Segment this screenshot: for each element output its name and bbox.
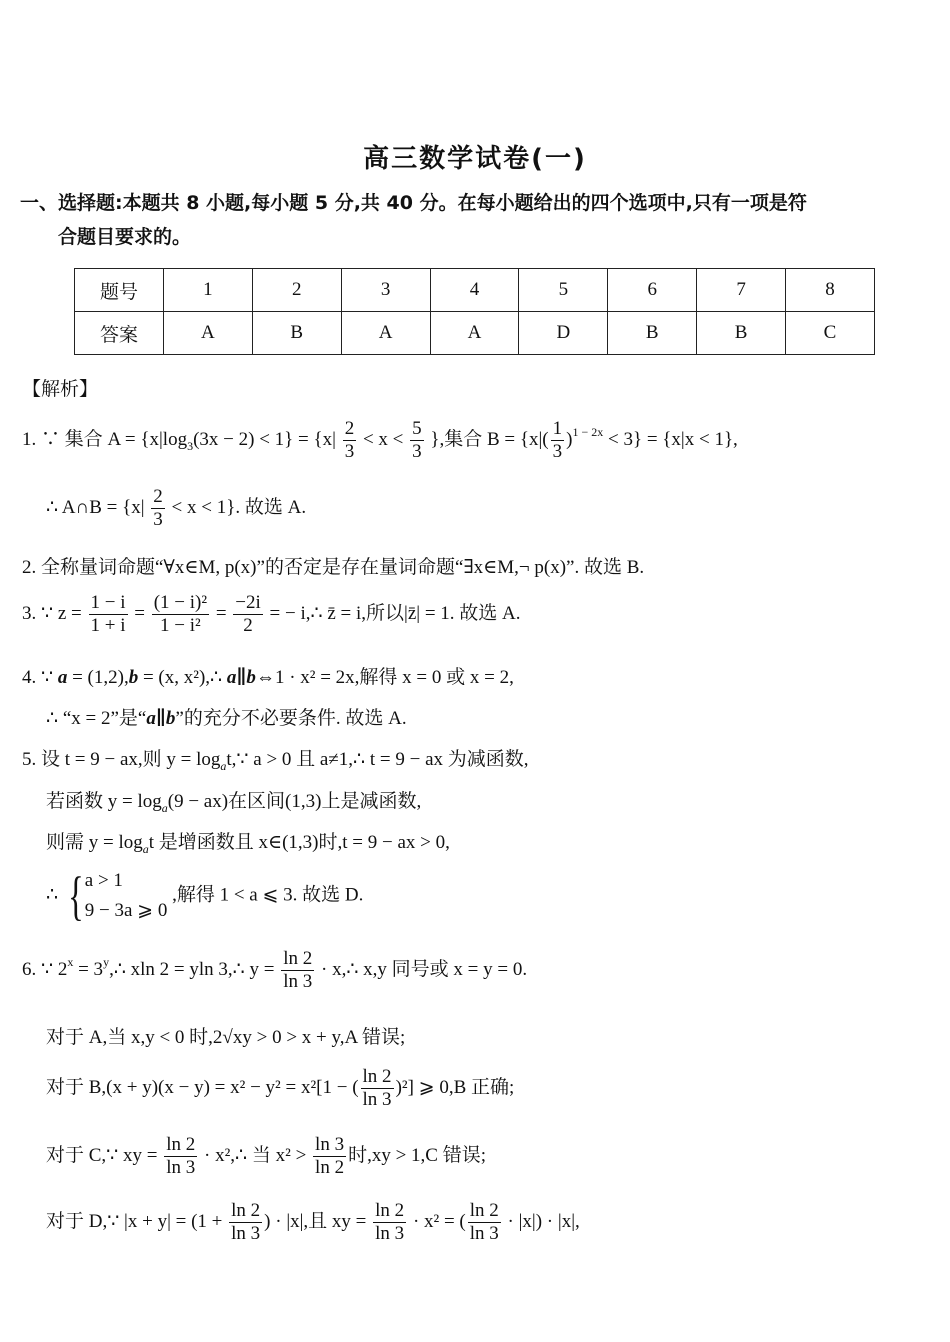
solution-1-line-2: ∴ A∩B = {x| $\frac{2}{3}$ < x < 1}. 故选 A. bbox=[46, 486, 307, 530]
table-cell: A bbox=[163, 312, 252, 355]
fraction: $\frac{\ln 2}{\ln 3}$ bbox=[469, 1200, 499, 1244]
inequality-system: a > 1 9 − 3a ⩾ 0 bbox=[84, 870, 168, 921]
analysis-heading: 【解析】 bbox=[22, 378, 99, 400]
fraction: $\frac{\ln 2}{\ln 3}$ bbox=[231, 1200, 261, 1244]
fraction: $\frac{\ln 2}{\ln 3}$ bbox=[166, 1134, 196, 1178]
table-cell: B bbox=[608, 312, 697, 355]
solution-5-line-3: 则需 $y = \log_at$ 是增函数且 x∈(1,3)时,t = 9 − ax > 0, bbox=[46, 832, 450, 856]
answer-table bbox=[74, 268, 875, 355]
section-line-1: 一、选择题:本题共 8 小题,每小题 5 分,共 40 分。在每小题给出的四个选项中,只有一项是符 bbox=[20, 192, 807, 214]
table-row-answers bbox=[75, 312, 875, 355]
section-line-2: 合题目要求的。 bbox=[58, 226, 192, 248]
table-row-numbers bbox=[75, 269, 875, 312]
solution-5-line-2: 若函数 $y = \log_a(9 - ax)$在区间(1,3)上是减函数, bbox=[46, 791, 422, 815]
solution-6-line-4: 对于 C,∵ xy = $\frac{\ln 2}{\ln 3}$ · x²,∴ 当 x² > $\frac{\ln 3}{\ln 2}$ 时,xy > 1,C 错误; bbox=[46, 1134, 486, 1178]
fraction: $\frac{2}{3}$ bbox=[153, 486, 163, 530]
fraction: $\frac{\ln 2}{\ln 3}$ bbox=[283, 948, 313, 992]
solution-2: 2. 全称量词命题“∀x∈M, p(x)”的否定是存在量词命题“∃x∈M,¬ p(x)”. 故选 B. bbox=[22, 557, 645, 578]
solution-1-line-1: 1. ∵ 集合 $A = \{x|\log_3(3x - 2) < 1\} = \{x|$ $\frac{2}{3}$ < x < $\frac{5}{3}$ },集合 B = {x|( $\frac{1}{3}$ )$^{1 - 2x}$ < 3} = {x|x < 1}, bbox=[22, 418, 738, 462]
fraction: $\frac{-2i}{2}$ bbox=[235, 592, 261, 636]
table-cell: 5 bbox=[519, 269, 608, 312]
left-brace: { bbox=[68, 866, 84, 926]
table-cell: A bbox=[341, 312, 430, 355]
table-cell: 8 bbox=[786, 269, 875, 312]
section-heading bbox=[20, 186, 930, 254]
fraction: $\frac{5}{3}$ bbox=[412, 418, 422, 462]
solution-6-line-3: 对于 B,(x + y)(x − y) = x² − y² = x²[1 − ( $\frac{\ln 2}{\ln 3}$ )²] ⩾ 0,B 正确; bbox=[46, 1066, 515, 1110]
solution-3: 3. ∵ z = $\frac{1 - i}{1 + i}$ = $\frac{\text{(1 − i)²}}{\text{1 − i²}}$ = $\frac{-2i}{2}$ = − i,∴ z̄ = i,所以|z̄| = 1. 故选 A. bbox=[22, 592, 521, 636]
table-cell: B bbox=[252, 312, 341, 355]
table-cell: 2 bbox=[252, 269, 341, 312]
table-cell: 4 bbox=[430, 269, 519, 312]
fraction: $\frac{2}{3}$ bbox=[344, 418, 355, 462]
table-cell: C bbox=[786, 312, 875, 355]
table-cell: B bbox=[697, 312, 786, 355]
table-cell: A bbox=[430, 312, 519, 355]
solution-6-line-5: 对于 D,∵ |x + y| = (1 + $\frac{\ln 2}{\ln 3}$ ) · |x|,且 xy = $\frac{\ln 2}{\ln 3}$ · x² = ( $\frac{\ln 2}{\ln 3}$ · |x|) · |x|, bbox=[46, 1200, 580, 1244]
table-cell: 3 bbox=[341, 269, 430, 312]
table-cell: D bbox=[519, 312, 608, 355]
fraction: $\frac{\ln 3}{\ln 2}$ bbox=[315, 1134, 345, 1178]
solution-6-line-1: 6. ∵ $2^x = 3^y,\therefore$ xln 2 = yln 3,∴ y = $\frac{\ln 2}{\ln 3}$ · x,∴ x,y 同号或 x = y = 0. bbox=[22, 948, 528, 992]
table-cell: 7 bbox=[697, 269, 786, 312]
fraction: $\frac{1}{3}$ bbox=[552, 418, 563, 462]
solution-4-line-2: ∴ “x = 2”是“a∥b”的充分不必要条件. 故选 A. bbox=[46, 708, 407, 729]
fraction: $\frac{\ln 2}{\ln 3}$ bbox=[375, 1200, 405, 1244]
table-cell: 6 bbox=[608, 269, 697, 312]
solution-4-line-1: 4. ∵ a = (1,2),b = (x, x²),∴ a∥b⇔1 · x² = 2x,解得 x = 0 或 x = 2, bbox=[22, 667, 514, 688]
fraction: $\frac{\text{(1 − i)²}}{\text{1 − i²}}$ bbox=[153, 592, 208, 636]
page-title: 高三数学试卷(一) bbox=[363, 144, 587, 174]
solution-5-line-4: ∴ { a > 1 9 − 3a ⩾ 0 ,解得 1 < a ⩽ 3. 故选 D. bbox=[46, 866, 364, 926]
table-header-label: 题号 bbox=[75, 269, 164, 312]
solution-5-line-1: 5. 设 t = 9 − ax,则 $y = \log_at,\because$ a > 0 且 a≠1,∴ t = 9 − ax 为减函数, bbox=[22, 749, 529, 773]
fraction: $\frac{1 - i}{1 + i}$ bbox=[90, 592, 126, 636]
table-cell: 1 bbox=[163, 269, 252, 312]
solution-6-line-2: 对于 A,当 x,y < 0 时,2√xy > 0 > x + y,A 错误; bbox=[46, 1027, 406, 1048]
table-answer-label: 答案 bbox=[75, 312, 164, 355]
fraction: $\frac{\ln 2}{\ln 3}$ bbox=[362, 1066, 392, 1110]
